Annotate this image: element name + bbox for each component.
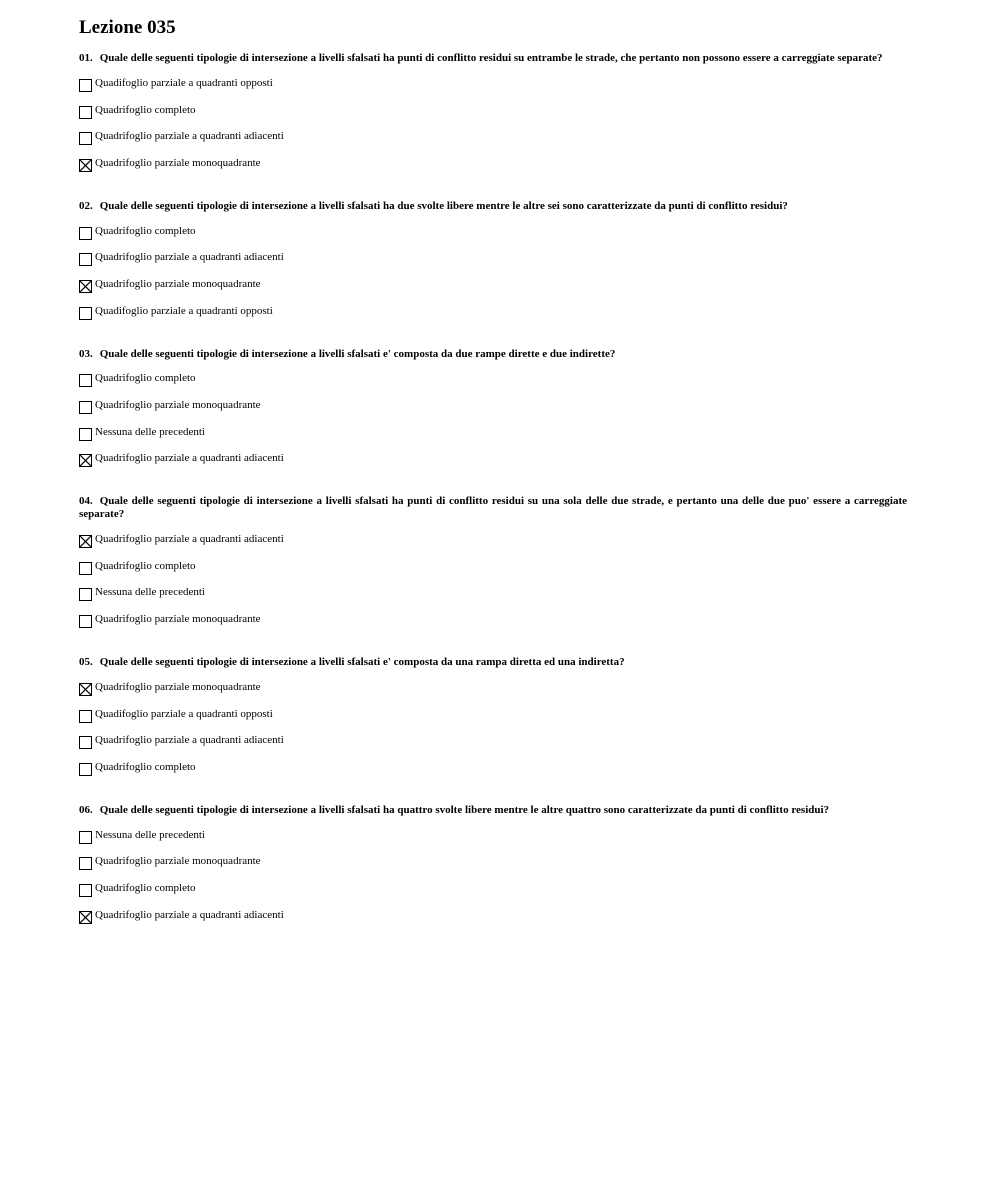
- answer-label: Quadrifoglio parziale a quadranti adiacenti: [95, 533, 284, 546]
- answer-label: Quadrifoglio parziale a quadranti adiacenti: [95, 734, 284, 747]
- page-title: Lezione 035: [79, 17, 176, 38]
- question-number: 03.: [79, 347, 93, 360]
- question-text-line: [79, 200, 907, 213]
- answer-option-1-2[interactable]: [79, 98, 907, 125]
- answer-checkbox-unchecked[interactable]: [79, 736, 92, 749]
- question-number: 02.: [79, 199, 93, 212]
- answer-checkbox-unchecked[interactable]: [79, 428, 92, 441]
- answer-options: [79, 71, 907, 178]
- answer-checkbox-unchecked[interactable]: [79, 710, 92, 723]
- answer-option-4-1[interactable]: [79, 527, 907, 554]
- answer-checkbox-unchecked[interactable]: [79, 253, 92, 266]
- answer-checkbox-checked[interactable]: [79, 454, 92, 467]
- answer-label: Quadrifoglio parziale monoquadrante: [95, 855, 261, 868]
- answer-options: [79, 823, 907, 930]
- answer-option-6-2[interactable]: [79, 849, 907, 876]
- answer-label: Quadrifoglio completo: [95, 103, 196, 116]
- answer-label: Quadifoglio parziale a quadranti opposti: [95, 707, 273, 720]
- answer-option-5-1[interactable]: [79, 675, 907, 702]
- question-3: [79, 348, 907, 474]
- answer-checkbox-unchecked[interactable]: [79, 763, 92, 776]
- answer-checkbox-unchecked[interactable]: [79, 106, 92, 119]
- question-5: [79, 656, 907, 782]
- question-number: 06.: [79, 803, 93, 816]
- answer-label: Quadrifoglio completo: [95, 224, 196, 237]
- question-text: Quale delle seguenti tipologie di intersezione a livelli sfalsati e' composta da una rampa diretta ed una indiretta?: [99, 656, 625, 668]
- question-number: 05.: [79, 656, 93, 668]
- question-text-line: [79, 804, 907, 817]
- question-text-line: [79, 52, 907, 65]
- answer-checkbox-unchecked[interactable]: [79, 831, 92, 844]
- question-4: [79, 495, 907, 634]
- answer-option-5-2[interactable]: [79, 702, 907, 729]
- answer-option-2-3[interactable]: [79, 272, 907, 299]
- answer-option-1-1[interactable]: [79, 71, 907, 98]
- answer-options: [79, 219, 907, 326]
- answer-label: Quadrifoglio parziale a quadranti adiacenti: [95, 452, 284, 465]
- question-number: 04.: [79, 495, 93, 508]
- answer-checkbox-checked[interactable]: [79, 683, 92, 696]
- answer-label: Quadrifoglio parziale monoquadrante: [95, 680, 261, 693]
- answer-checkbox-checked[interactable]: [79, 159, 92, 172]
- answer-checkbox-unchecked[interactable]: [79, 307, 92, 320]
- answer-checkbox-unchecked[interactable]: [79, 374, 92, 387]
- checkbox-cross-icon: [80, 281, 91, 292]
- answer-option-4-2[interactable]: [79, 554, 907, 581]
- question-6: [79, 804, 907, 930]
- answer-checkbox-checked[interactable]: [79, 280, 92, 293]
- answer-option-3-4[interactable]: [79, 447, 907, 474]
- answer-option-4-3[interactable]: [79, 581, 907, 608]
- answer-checkbox-unchecked[interactable]: [79, 79, 92, 92]
- answer-label: Quadrifoglio parziale monoquadrante: [95, 613, 261, 626]
- answer-option-1-3[interactable]: [79, 124, 907, 151]
- question-1: [79, 52, 907, 178]
- answer-checkbox-unchecked[interactable]: [79, 884, 92, 897]
- answer-option-5-3[interactable]: [79, 728, 907, 755]
- answer-option-2-4[interactable]: [79, 299, 907, 326]
- checkbox-cross-icon: [80, 455, 91, 466]
- checkbox-cross-icon: [80, 912, 91, 923]
- answer-option-3-3[interactable]: [79, 420, 907, 447]
- question-text: Quale delle seguenti tipologie di intersezione a livelli sfalsati ha punti di conflitto residui su entrambe le strade, che pertanto non possono essere a carreggiate separate?: [99, 52, 883, 64]
- answer-checkbox-unchecked[interactable]: [79, 588, 92, 601]
- question-text: Quale delle seguenti tipologie di intersezione a livelli sfalsati ha quattro svolte libere mentre le altre quattro sono caratterizzate da punti di conflitto residui?: [99, 803, 830, 816]
- answer-label: Quadrifoglio parziale monoquadrante: [95, 277, 261, 290]
- answer-checkbox-checked[interactable]: [79, 535, 92, 548]
- answer-option-6-3[interactable]: [79, 876, 907, 903]
- answer-label: Quadrifoglio completo: [95, 372, 196, 385]
- answer-label: Quadrifoglio parziale a quadranti adiacenti: [95, 908, 284, 921]
- question-text-line: [79, 495, 907, 521]
- answer-options: [79, 527, 907, 634]
- answer-label: Quadifoglio parziale a quadranti opposti: [95, 304, 273, 317]
- question-text: Quale delle seguenti tipologie di intersezione a livelli sfalsati ha punti di conflitto residui su una sola delle due strade, e pertanto una delle due puo' essere a carreggiate separate?: [79, 495, 907, 521]
- answer-checkbox-checked[interactable]: [79, 911, 92, 924]
- answer-label: Quadrifoglio parziale monoquadrante: [95, 156, 261, 169]
- answer-label: Quadrifoglio parziale a quadranti adiacenti: [95, 251, 284, 264]
- answer-option-6-4[interactable]: [79, 903, 907, 930]
- answer-label: Quadrifoglio completo: [95, 559, 196, 572]
- answer-checkbox-unchecked[interactable]: [79, 132, 92, 145]
- answer-label: Quadrifoglio completo: [95, 760, 196, 773]
- answer-label: Nessuna delle precedenti: [95, 425, 205, 438]
- answer-checkbox-unchecked[interactable]: [79, 615, 92, 628]
- answer-label: Quadrifoglio parziale a quadranti adiacenti: [95, 130, 284, 143]
- answer-checkbox-unchecked[interactable]: [79, 857, 92, 870]
- checkbox-cross-icon: [80, 684, 91, 695]
- question-list: [79, 52, 907, 930]
- answer-checkbox-unchecked[interactable]: [79, 227, 92, 240]
- answer-checkbox-unchecked[interactable]: [79, 401, 92, 414]
- answer-option-6-1[interactable]: [79, 823, 907, 850]
- answer-checkbox-unchecked[interactable]: [79, 562, 92, 575]
- document-page: [79, 16, 907, 952]
- answer-option-1-4[interactable]: [79, 151, 907, 178]
- checkbox-cross-icon: [80, 160, 91, 171]
- question-text-line: [79, 348, 907, 361]
- answer-option-2-1[interactable]: [79, 219, 907, 246]
- answer-option-2-2[interactable]: [79, 245, 907, 272]
- answer-label: Quadrifoglio completo: [95, 881, 196, 894]
- answer-label: Nessuna delle precedenti: [95, 828, 205, 841]
- question-2: [79, 200, 907, 326]
- answer-option-3-2[interactable]: [79, 393, 907, 420]
- answer-options: [79, 367, 907, 474]
- answer-options: [79, 675, 907, 782]
- answer-option-3-1[interactable]: [79, 367, 907, 394]
- checkbox-cross-icon: [80, 536, 91, 547]
- answer-option-4-4[interactable]: [79, 607, 907, 634]
- question-number: 01.: [79, 52, 93, 64]
- question-text: Quale delle seguenti tipologie di intersezione a livelli sfalsati e' composta da due rampe dirette e due indirette?: [99, 347, 616, 360]
- question-text-line: [79, 656, 907, 669]
- answer-option-5-4[interactable]: [79, 755, 907, 782]
- answer-label: Quadifoglio parziale a quadranti opposti: [95, 76, 273, 89]
- answer-label: Nessuna delle precedenti: [95, 586, 205, 599]
- answer-label: Quadrifoglio parziale monoquadrante: [95, 399, 261, 412]
- question-text: Quale delle seguenti tipologie di intersezione a livelli sfalsati ha due svolte libere mentre le altre sei sono caratterizzate da punti di conflitto residui?: [99, 199, 788, 212]
